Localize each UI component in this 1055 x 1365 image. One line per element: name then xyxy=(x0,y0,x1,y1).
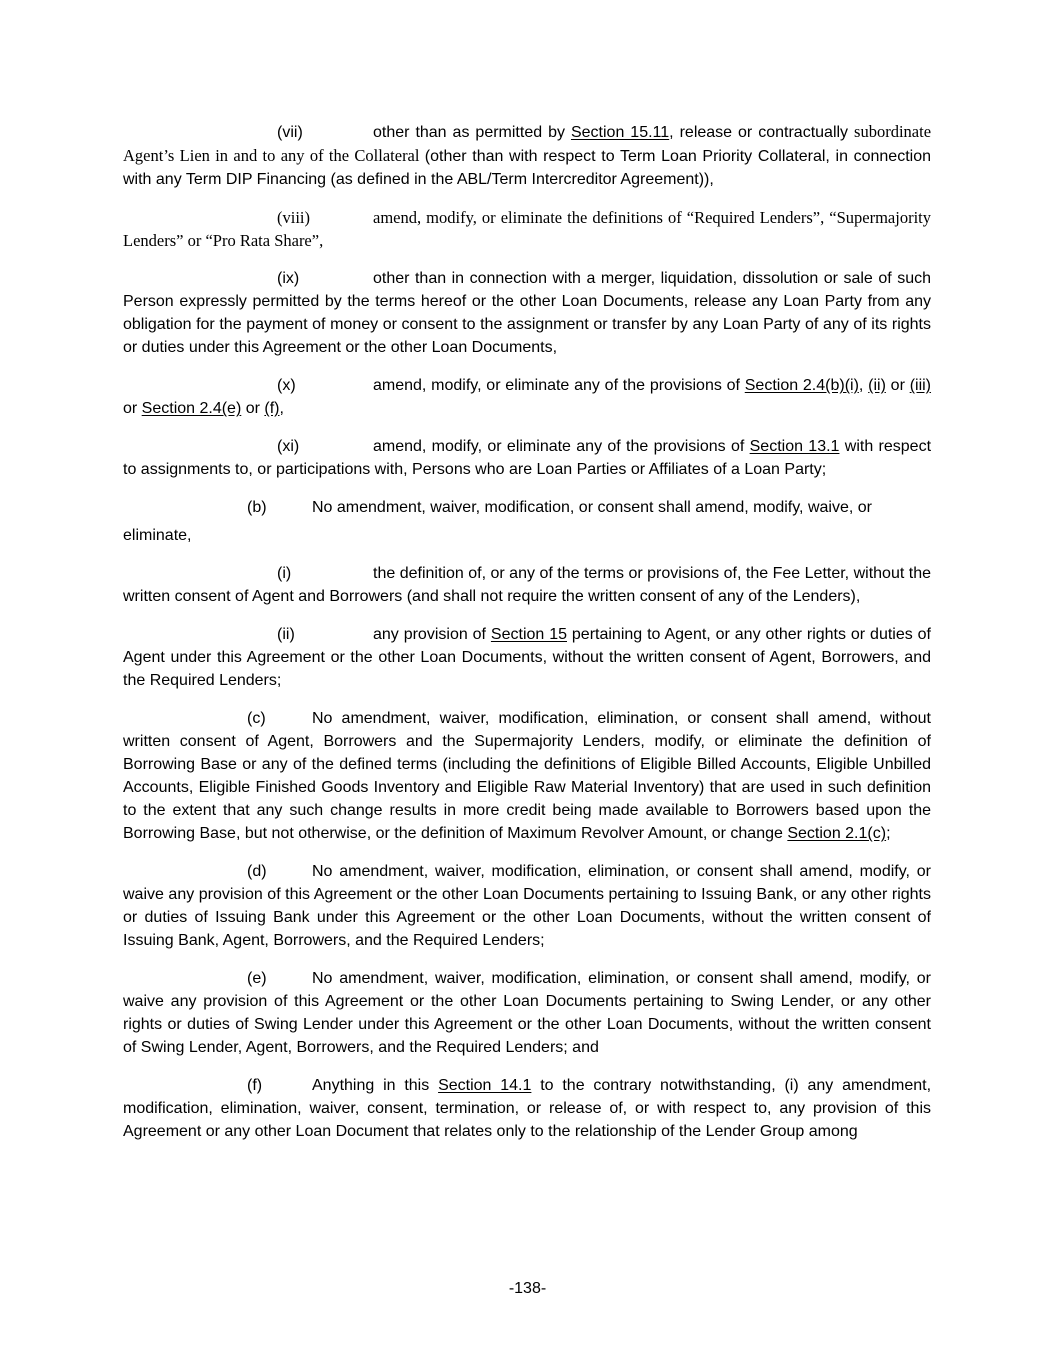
paragraph-marker: (f) xyxy=(247,1077,263,1094)
text-run: or xyxy=(123,400,142,417)
section-reference: (ii) xyxy=(868,377,886,394)
paragraph xyxy=(123,206,931,252)
paragraph xyxy=(123,707,931,845)
text-run: , release or contractually xyxy=(669,124,855,141)
text-run: to the contrary notwithstanding, (i) any amendment, modification, elimination, waiver, consent, termination, or release of, or with respect to, any provision of this Agreement or any other Loan Document that relates only to the relationship of the Lender Group among xyxy=(123,1077,932,1140)
paragraph xyxy=(123,562,931,608)
text-run: subordinate Agent’s Lien in and to any of the Collateral xyxy=(123,122,932,165)
text-run: with respect to assignments to, or participations with, Persons who are Loan Parties or Affiliates of a Loan Party; xyxy=(123,438,932,478)
text-run: No amendment, waiver, modification, elimination, or consent shall amend, modify, or waive any provision of this Agreement or the other Loan Documents pertaining to Swing Lender, or any other rights or duties of Swing Lender under this Agreement or the other Loan Documents, without the written consent of Swing Lender, Agent, Borrowers, and the Required Lenders; and xyxy=(123,970,931,1056)
section-reference: Section 13.1 xyxy=(749,438,840,455)
paragraph xyxy=(123,496,931,519)
text-run: the definition of, or any of the terms or provisions of, the Fee Letter, without the written consent of Agent and Borrowers (and shall not require the written consent of any of the Lenders), xyxy=(123,565,931,605)
paragraph xyxy=(123,374,931,420)
paragraph-marker: (b) xyxy=(247,499,267,516)
paragraph-marker: (i) xyxy=(277,565,292,582)
text-run: No amendment, waiver, modification, or consent shall amend, modify, waive, or xyxy=(312,499,872,516)
section-reference: (iii) xyxy=(909,377,932,394)
text-run: ; xyxy=(886,825,891,842)
text-run: other than in connection with a merger, liquidation, dissolution or sale of such Person expressly permitted by the terms hereof or the other Loan Documents, release any Loan Party from any obligation for the payment of money or consent to the assignment or transfer by any Loan Party of any of its rights or duties under this Agreement or the other Loan Documents, xyxy=(123,270,931,356)
text-body xyxy=(123,120,931,1158)
text-run: pertaining to Agent, or any other rights or duties of Agent under this Agreement or the other Loan Documents, without the written consent of Agent, Borrowers, and the Required Lenders; xyxy=(123,626,932,689)
paragraph-marker: (ix) xyxy=(277,270,300,287)
paragraph xyxy=(123,435,931,481)
section-reference: Section 2.4(e) xyxy=(141,400,242,417)
text-run: amend, modify, or eliminate the definitions of “Required Lenders”, “Supermajority Lenders” or “Pro Rata Share”, xyxy=(123,208,931,250)
text-run: eliminate, xyxy=(123,527,192,544)
page-number: -138- xyxy=(508,1280,547,1297)
text-run: , xyxy=(858,377,869,394)
text-run: , xyxy=(279,400,284,417)
paragraph-marker: (d) xyxy=(247,863,267,880)
text-run: amend, modify, or eliminate any of the provisions of xyxy=(373,438,750,455)
paragraph xyxy=(123,524,931,547)
paragraph xyxy=(123,267,931,359)
text-run: (other than with respect to Term Loan Priority Collateral, in connection with any Term DIP Financing (as defined in the ABL/Term Intercreditor Agreement)), xyxy=(123,148,931,188)
section-reference: Section 2.4(b)(i) xyxy=(744,377,859,394)
text-run: any provision of xyxy=(373,626,491,643)
paragraph-marker: (ii) xyxy=(277,626,295,643)
text-run: Anything in this xyxy=(312,1077,439,1094)
text-run: No amendment, waiver, modification, elimination, or consent shall amend, without written consent of Agent, Borrowers and the Supermajority Lenders, modify, or eliminate the definition of Borrowing Base or any of the defined terms (including the definitions of Eligible Billed Accounts, Eligible Unbilled Accounts, Eligible Finished Goods Inventory and Eligible Raw Material Inventory) that are used in such definition to the extent that any such change results in more credit being made available to Borrowers based upon the Borrowing Base, but not otherwise, or the definition of Maximum Revolver Amount, or change xyxy=(123,710,931,842)
paragraph xyxy=(123,860,931,952)
text-run: amend, modify, or eliminate any of the provisions of xyxy=(373,377,745,394)
paragraph xyxy=(123,1074,931,1143)
paragraph-marker: (c) xyxy=(247,710,266,727)
paragraph-marker: (xi) xyxy=(277,438,300,455)
text-run: No amendment, waiver, modification, elimination, or consent shall amend, modify, or waive any provision of this Agreement or the other Loan Documents pertaining to Issuing Bank, or any other rights or duties of Issuing Bank under this Agreement or the other Loan Documents, without the written consent of Issuing Bank, Agent, Borrowers, and the Required Lenders; xyxy=(123,863,931,949)
section-reference: Section 15.11 xyxy=(570,124,670,141)
paragraph-marker: (x) xyxy=(277,377,296,394)
paragraph-marker: (vii) xyxy=(277,124,303,141)
text-run: or xyxy=(241,400,265,417)
paragraph xyxy=(123,967,931,1059)
paragraph xyxy=(123,623,931,692)
paragraph-marker: (viii) xyxy=(277,208,310,227)
section-reference: Section 15 xyxy=(490,626,567,643)
section-reference: Section 14.1 xyxy=(438,1077,532,1094)
section-reference: Section 2.1(c) xyxy=(787,825,887,842)
text-run: other than as permitted by xyxy=(373,124,571,141)
paragraph xyxy=(123,120,931,191)
section-reference: (f) xyxy=(264,400,280,417)
text-run: or xyxy=(885,377,910,394)
paragraph-marker: (e) xyxy=(247,970,267,987)
